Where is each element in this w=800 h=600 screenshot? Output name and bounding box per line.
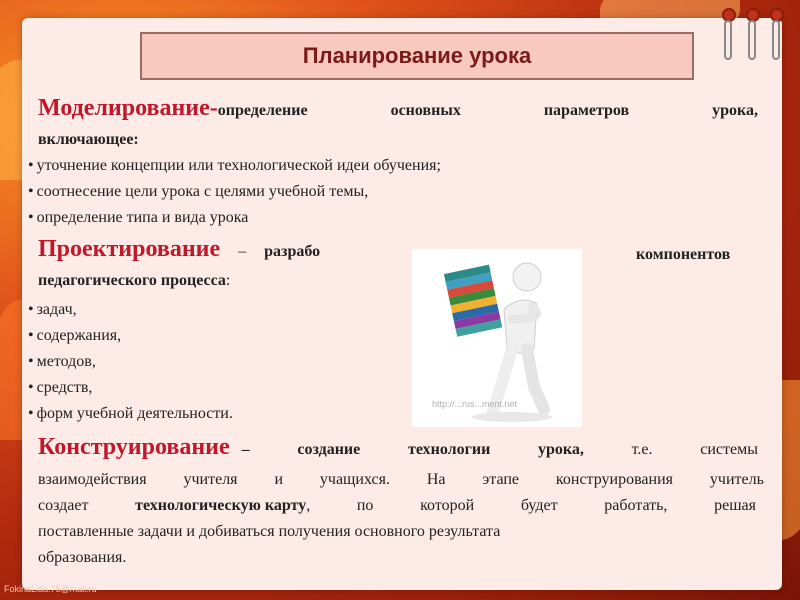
section2-line2 bbox=[38, 272, 230, 290]
section2-bullet: • форм учебной деятельности. bbox=[28, 405, 233, 423]
section2-heading: Проектирование bbox=[38, 236, 221, 262]
section3-word: и bbox=[274, 471, 283, 488]
section3-word: т.е. bbox=[631, 441, 653, 458]
paperclip-icon bbox=[744, 8, 762, 62]
section2-line2-text: педагогического процесса bbox=[38, 272, 226, 289]
paperclip-icon bbox=[768, 8, 786, 62]
image-watermark: http://...rus...ment.net bbox=[432, 399, 518, 409]
section3-line2 bbox=[38, 471, 764, 489]
section3-word: системы bbox=[700, 441, 758, 458]
section1-heading: Моделирование- bbox=[38, 95, 218, 121]
section3-word: учителя bbox=[183, 471, 238, 488]
author-mark: FokinaLida.75@mail.ru bbox=[4, 584, 97, 594]
section3-word: взаимодействия bbox=[38, 471, 147, 488]
section3-word: решая bbox=[714, 497, 756, 514]
section1-word: основных bbox=[390, 102, 461, 119]
section1-word: определение bbox=[217, 102, 308, 119]
section1-bullet: • уточнение концепции или технологической идеи обучения; bbox=[28, 157, 441, 175]
paperclips-decoration bbox=[718, 8, 790, 66]
slide-title: Планирование урока bbox=[140, 32, 694, 80]
section3-word: создание bbox=[297, 441, 361, 458]
section3-word: , bbox=[306, 497, 311, 514]
section2-dash: – bbox=[238, 243, 247, 260]
section2-line2-tail: : bbox=[225, 272, 231, 289]
section1-word: параметров bbox=[543, 102, 630, 119]
person-carrying-books-image bbox=[412, 249, 582, 427]
section3-line4: поставленные задачи и добиваться получения основного результата bbox=[38, 523, 501, 540]
section3-line1-words bbox=[242, 441, 758, 459]
section1-line2: включающее: bbox=[38, 131, 139, 148]
technological-map-term: технологическую карту bbox=[135, 497, 307, 514]
section3-word: На bbox=[426, 471, 446, 488]
section3-heading: Конструирование bbox=[38, 434, 230, 460]
section3-word: этапе bbox=[482, 471, 520, 488]
section3-word: создает bbox=[38, 497, 89, 514]
section2-bullet: • методов, bbox=[28, 353, 96, 371]
section3-word: которой bbox=[420, 497, 475, 514]
section3-word: по bbox=[356, 497, 374, 514]
section3-line3 bbox=[38, 497, 756, 515]
section2-bullet: • средств, bbox=[28, 379, 92, 397]
section3-word: конструирования bbox=[555, 471, 674, 488]
section3-word: учащихся. bbox=[319, 471, 390, 488]
section3-word: урока, bbox=[538, 441, 584, 458]
section3-word: работать, bbox=[604, 497, 668, 514]
section3-word: – bbox=[241, 441, 250, 458]
section3-word: будет bbox=[520, 497, 558, 514]
section1-word: урока, bbox=[712, 102, 758, 119]
section2-line1 bbox=[38, 236, 320, 263]
section3-line5: образования. bbox=[38, 549, 127, 566]
section3-line1 bbox=[38, 434, 758, 461]
section2-bullet: • содержания, bbox=[28, 327, 121, 345]
section2-bullet: • задач, bbox=[28, 301, 77, 319]
section3-word: технологии bbox=[407, 441, 491, 458]
section2-word-right: компонентов bbox=[636, 246, 731, 263]
paperclip-icon bbox=[720, 8, 738, 62]
section2-word: разрабо bbox=[264, 243, 321, 260]
section1-line1 bbox=[38, 95, 758, 122]
section3-word: учитель bbox=[709, 471, 764, 488]
section1-bullet: • определение типа и вида урока bbox=[28, 209, 248, 227]
section1-bullet: • соотнесение цели урока с целями учебной темы, bbox=[28, 183, 368, 201]
